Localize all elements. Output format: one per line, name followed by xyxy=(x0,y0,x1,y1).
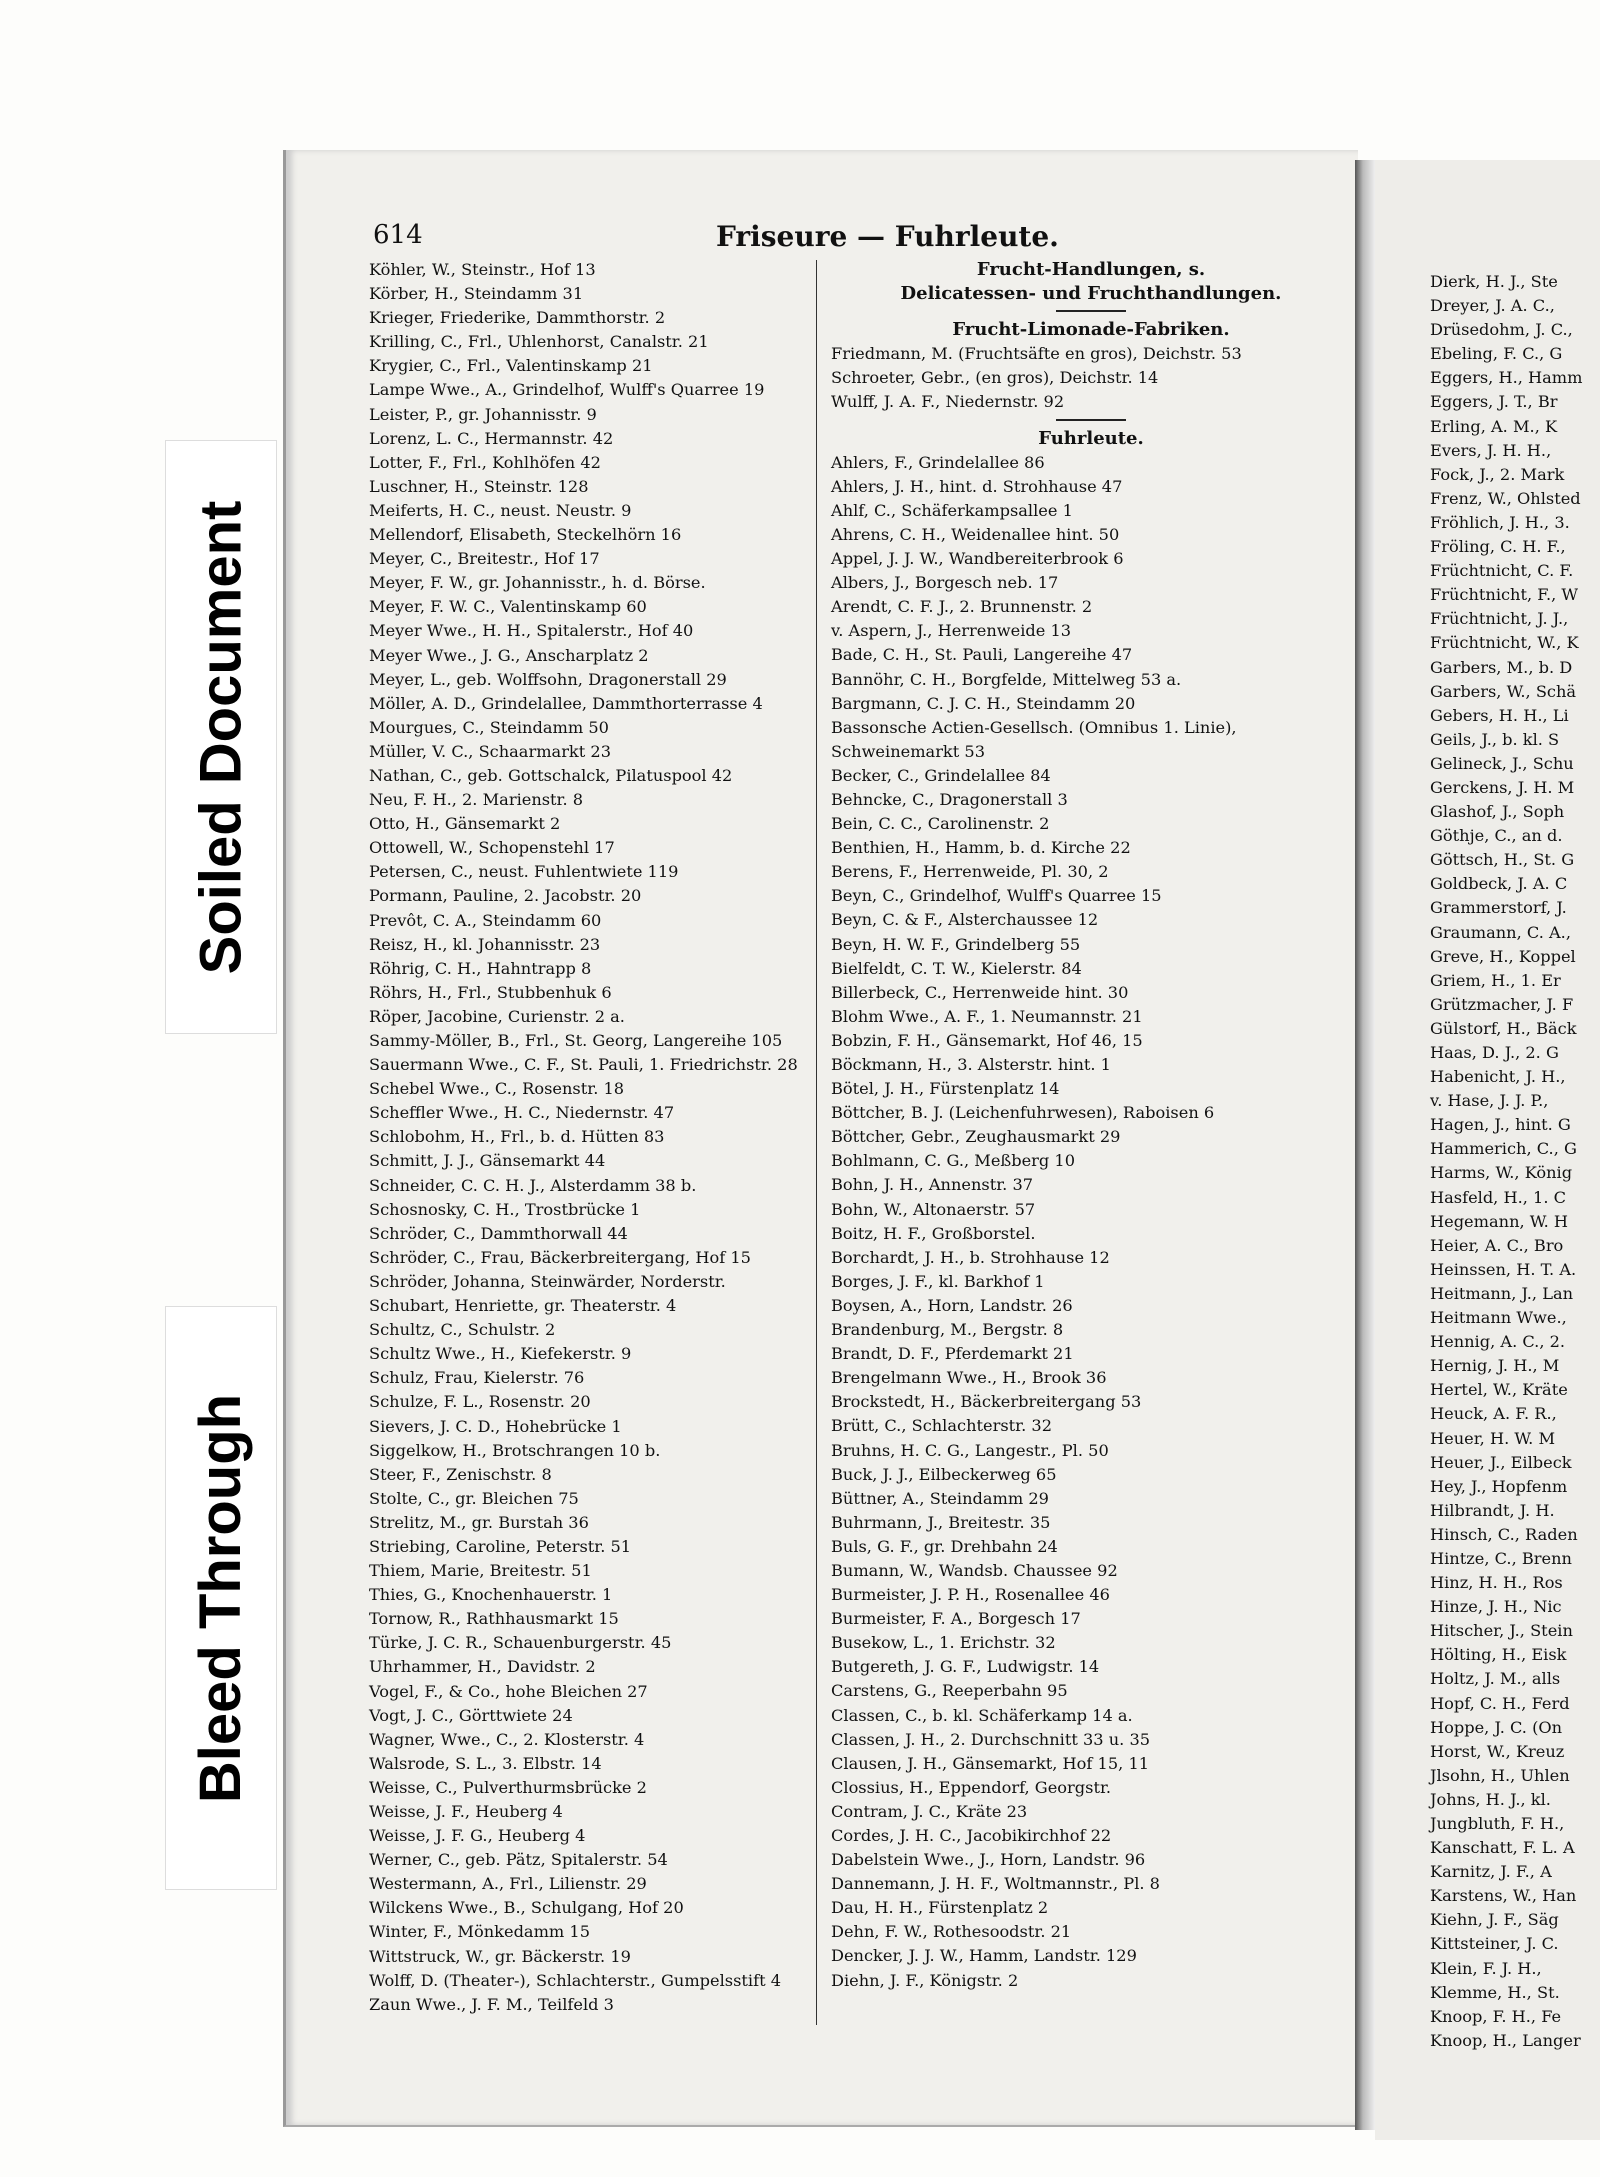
directory-entry: Striebing, Caroline, Peterstr. 51 xyxy=(369,1536,632,1556)
directory-entry: Contram, J. C., Kräte 23 xyxy=(831,1801,1028,1821)
directory-entry: Thiem, Marie, Breitestr. 51 xyxy=(369,1561,592,1581)
directory-entry: Schmitt, J. J., Gänsemarkt 44 xyxy=(369,1151,606,1171)
partial-entry: Kittsteiner, J. C. xyxy=(1430,1934,1559,1954)
directory-entry: Borchardt, J. H., b. Strohhause 12 xyxy=(831,1247,1110,1267)
directory-entry: Schröder, Johanna, Steinwärder, Norderstr. xyxy=(369,1271,726,1291)
directory-entry: Lampe Wwe., A., Grindelhof, Wulff's Quarree 19 xyxy=(369,380,765,400)
directory-entry: Böttcher, Gebr., Zeughausmarkt 29 xyxy=(831,1127,1121,1147)
directory-entry: Wittstruck, W., gr. Bäckerstr. 19 xyxy=(369,1946,631,1966)
partial-entry: Geils, J., b. kl. S xyxy=(1430,729,1560,749)
partial-entry: Knoop, F. H., Fe xyxy=(1430,2006,1562,2026)
directory-entry: Köhler, W., Steinstr., Hof 13 xyxy=(369,260,596,279)
page-title: Friseure — Fuhrleute. xyxy=(716,220,1059,253)
directory-entry: Bielfeldt, C. T. W., Kielerstr. 84 xyxy=(831,958,1082,978)
partial-entry: Hitscher, J., Stein xyxy=(1430,1621,1573,1641)
directory-entry: Nathan, C., geb. Gottschalck, Pilatuspool 42 xyxy=(369,765,733,785)
directory-entry: Meyer Wwe., H. H., Spitalerstr., Hof 40 xyxy=(369,621,694,641)
partial-entry: Eggers, J. T., Br xyxy=(1430,392,1558,412)
directory-entry: Bohn, W., Altonaerstr. 57 xyxy=(831,1199,1036,1219)
directory-entry: Behncke, C., Dragonerstall 3 xyxy=(831,789,1068,809)
directory-entry: Classen, C., b. kl. Schäferkamp 14 a. xyxy=(831,1705,1133,1725)
directory-entry: Vogel, F., & Co., hohe Bleichen 27 xyxy=(369,1681,648,1701)
directory-entry: Brandenburg, M., Bergstr. 8 xyxy=(831,1320,1064,1340)
partial-entry: Gelineck, J., Schu xyxy=(1430,753,1574,773)
partial-entry: Hernig, J. H., M xyxy=(1430,1356,1560,1376)
directory-entry: Schneider, C. C. H. J., Alsterdamm 38 b. xyxy=(369,1175,697,1195)
partial-entry: Knoop, H., Langer xyxy=(1430,2030,1581,2050)
partial-entry: Garbers, W., Schä xyxy=(1430,681,1577,701)
directory-entry: Burmeister, F. A., Borgesch 17 xyxy=(831,1609,1081,1629)
directory-entry: Wagner, Wwe., C., 2. Klosterstr. 4 xyxy=(369,1729,645,1749)
directory-entry: Bötel, J. H., Fürstenplatz 14 xyxy=(831,1079,1060,1099)
bleed-through-label xyxy=(165,1306,277,1890)
directory-entry: Wulff, J. A. F., Niedernstr. 92 xyxy=(831,392,1065,412)
directory-entry: Petersen, C., neust. Fuhlentwiete 119 xyxy=(369,862,679,882)
directory-entry: Prevôt, C. A., Steindamm 60 xyxy=(369,910,602,930)
partial-entry: Gebers, H. H., Li xyxy=(1430,705,1569,725)
partial-entry: Heuer, J., Eilbeck xyxy=(1430,1452,1572,1472)
section-rule xyxy=(1056,310,1126,312)
directory-entry: Böckmann, H., 3. Alsterstr. hint. 1 xyxy=(831,1055,1111,1074)
directory-entry: Diehn, J. F., Königstr. 2 xyxy=(831,1970,1019,1990)
directory-entry: Berens, F., Herrenweide, Pl. 30, 2 xyxy=(831,862,1109,882)
directory-entry: Beyn, C. & F., Alsterchaussee 12 xyxy=(831,910,1099,930)
partial-entry: Heinssen, H. T. A. xyxy=(1430,1259,1577,1279)
directory-entry: Brockstedt, H., Bäckerbreitergang 53 xyxy=(831,1392,1142,1412)
partial-entry: Hopf, C. H., Ferd xyxy=(1430,1693,1570,1713)
partial-entry: Früchtnicht, F., W xyxy=(1430,585,1579,605)
directory-entry: Ahrens, C. H., Weidenallee hint. 50 xyxy=(831,524,1120,544)
fuhrleute-entries xyxy=(831,451,1351,1993)
directory-entry: Büttner, A., Steindamm 29 xyxy=(831,1488,1049,1508)
directory-entry: Borges, J. F., kl. Barkhof 1 xyxy=(831,1271,1045,1291)
directory-entry: Becker, C., Grindelallee 84 xyxy=(831,765,1051,785)
directory-entry: Weisse, C., Pulverthurmsbrücke 2 xyxy=(369,1777,647,1797)
directory-entry: Meiferts, H. C., neust. Neustr. 9 xyxy=(369,500,632,520)
directory-entry: Pormann, Pauline, 2. Jacobstr. 20 xyxy=(369,886,642,906)
partial-entry: Heitmann Wwe., xyxy=(1430,1308,1567,1328)
directory-entry: Brengelmann Wwe., H., Brook 36 xyxy=(831,1368,1107,1388)
directory-entry: Clossius, H., Eppendorf, Georgstr. xyxy=(831,1777,1112,1797)
partial-entry: Hoppe, J. C. (On xyxy=(1430,1717,1563,1737)
soiled-document-text: Soiled Document xyxy=(188,500,254,974)
partial-entry: Früchtnicht, C. F. xyxy=(1430,561,1574,581)
directory-entry: Schubart, Henriette, gr. Theaterstr. 4 xyxy=(369,1296,677,1316)
directory-entry: Busekow, L., 1. Erichstr. 32 xyxy=(831,1633,1056,1653)
directory-entry: Boysen, A., Horn, Landstr. 26 xyxy=(831,1295,1073,1315)
directory-entry: Sauermann Wwe., C. F., St. Pauli, 1. Friedrichstr. 28 xyxy=(369,1055,798,1075)
directory-entry: Meyer, L., geb. Wolffsohn, Dragonerstall 29 xyxy=(369,669,727,689)
directory-entry: Winter, F., Mönkedamm 15 xyxy=(369,1922,591,1942)
partial-entry: Gerckens, J. H. M xyxy=(1430,777,1575,797)
directory-entry: Dencker, J. J. W., Hamm, Landstr. 129 xyxy=(831,1946,1137,1966)
directory-entry: Lotter, F., Frl., Kohlhöfen 42 xyxy=(369,452,601,472)
adjacent-page-column xyxy=(1430,270,1582,2053)
partial-entry: Ebeling, F. C., G xyxy=(1430,344,1563,364)
partial-entry: Hintze, C., Brenn xyxy=(1430,1548,1572,1568)
directory-entry: Bruhns, H. C. G., Langestr., Pl. 50 xyxy=(831,1440,1109,1460)
partial-entry: Grammerstorf, J. xyxy=(1430,898,1567,918)
directory-entry: Schlobohm, H., Frl., b. d. Hütten 83 xyxy=(369,1127,665,1147)
directory-entry: Körber, H., Steindamm 31 xyxy=(369,284,584,304)
directory-entry: Schröder, C., Dammthorwall 44 xyxy=(369,1223,628,1243)
directory-entry: Stolte, C., gr. Bleichen 75 xyxy=(369,1488,579,1508)
partial-entry: Graumann, C. A., xyxy=(1430,922,1571,942)
partial-entry: Hinsch, C., Raden xyxy=(1430,1524,1578,1544)
directory-entry: Buls, G. F., gr. Drehbahn 24 xyxy=(831,1536,1058,1556)
directory-entry: Schröder, C., Frau, Bäckerbreitergang, Hof 15 xyxy=(369,1247,751,1267)
directory-entry: Böttcher, B. J. (Leichenfuhrwesen), Raboisen 6 xyxy=(831,1103,1215,1123)
directory-entry: Walsrode, S. L., 3. Elbstr. 14 xyxy=(369,1753,602,1773)
partial-entry: Dreyer, J. A. C., xyxy=(1430,296,1555,316)
bleed-through-text: Bleed Through xyxy=(188,1393,254,1803)
directory-entry: Ahlers, F., Grindelallee 86 xyxy=(831,452,1045,472)
directory-entry: Luschner, H., Steinstr. 128 xyxy=(369,476,589,496)
directory-entry: Dau, H. H., Fürstenplatz 2 xyxy=(831,1898,1049,1918)
directory-entry: Westermann, A., Frl., Lilienstr. 29 xyxy=(369,1874,647,1894)
directory-entry: Schebel Wwe., C., Rosenstr. 18 xyxy=(369,1079,625,1099)
partial-entry: Haas, D. J., 2. G xyxy=(1430,1043,1559,1062)
partial-entry: Glashof, J., Soph xyxy=(1430,802,1565,822)
partial-entry: Greve, H., Koppel xyxy=(1430,946,1576,966)
partial-entry: Hegemann, W. H xyxy=(1430,1211,1568,1231)
adjacent-page xyxy=(1375,160,1600,2140)
partial-entry: Hertel, W., Kräte xyxy=(1430,1380,1568,1400)
directory-entry: Röhrs, H., Frl., Stubbenhuk 6 xyxy=(369,982,612,1002)
partial-entry: Drüsedohm, J. C., xyxy=(1430,320,1573,340)
partial-entry: Hinz, H. H., Ros xyxy=(1430,1573,1563,1593)
directory-entry: Burmeister, J. P. H., Rosenallee 46 xyxy=(831,1585,1110,1605)
directory-entry: Bohlmann, C. G., Meßberg 10 xyxy=(831,1151,1076,1171)
partial-entry: Goldbeck, J. A. C xyxy=(1430,874,1568,894)
partial-entry: Göttsch, H., St. G xyxy=(1430,850,1575,870)
directory-entry: Bassonsche Actien-Gesellsch. (Omnibus 1. Linie), xyxy=(831,717,1237,737)
limonade-entries xyxy=(831,342,1351,414)
directory-entry: Bohn, J. H., Annenstr. 37 xyxy=(831,1175,1034,1195)
directory-entry: Vogt, J. C., Görttwiete 24 xyxy=(369,1705,573,1725)
partial-entry: Fröhlich, J. H., 3. xyxy=(1430,512,1570,532)
partial-entry: Klemme, H., St. xyxy=(1430,1982,1560,2002)
directory-entry: Uhrhammer, H., Davidstr. 2 xyxy=(369,1657,596,1677)
partial-entry: Hammerich, C., G xyxy=(1430,1139,1577,1159)
directory-entry: Röper, Jacobine, Curienstr. 2 a. xyxy=(369,1006,625,1026)
section-heading-fuhrleute: Fuhrleute. xyxy=(1038,427,1144,449)
partial-entry: Karstens, W., Han xyxy=(1430,1886,1577,1906)
directory-entry: Türke, J. C. R., Schauenburgerstr. 45 xyxy=(369,1633,672,1653)
column-divider xyxy=(816,260,817,2025)
directory-entry: Lorenz, L. C., Hermannstr. 42 xyxy=(369,428,614,448)
partial-entry: Erling, A. M., K xyxy=(1430,416,1558,436)
directory-entry: Boitz, H. F., Großborstel. xyxy=(831,1223,1036,1243)
directory-entry: Schulz, Frau, Kielerstr. 76 xyxy=(369,1368,585,1388)
directory-entry: Appel, J. J. W., Wandbereiterbrook 6 xyxy=(831,549,1124,569)
directory-entry: Schroeter, Gebr., (en gros), Deichstr. 14 xyxy=(831,368,1159,388)
directory-entry: Weisse, J. F. G., Heuberg 4 xyxy=(369,1826,586,1846)
partial-entry: Griem, H., 1. Er xyxy=(1430,970,1561,990)
directory-entry: Bein, C. C., Carolinenstr. 2 xyxy=(831,814,1050,834)
directory-entry: Wolff, D. (Theater-), Schlachterstr., Gumpelsstift 4 xyxy=(369,1970,782,1990)
partial-entry: Göthje, C., an d. xyxy=(1430,826,1563,846)
directory-entry: Röhrig, C. H., Hahntrapp 8 xyxy=(369,958,592,978)
partial-entry: v. Hase, J. J. P., xyxy=(1430,1091,1549,1111)
soiled-document-label xyxy=(165,440,277,1034)
directory-entry: Schweinemarkt 53 xyxy=(831,741,985,761)
directory-entry: Clausen, J. H., Gänsemarkt, Hof 15, 11 xyxy=(831,1753,1150,1773)
directory-entry: Mourgues, C., Steindamm 50 xyxy=(369,717,609,737)
directory-entry: Meyer, F. W., gr. Johannisstr., h. d. Börse. xyxy=(369,573,706,593)
directory-entry: Carstens, G., Reeperbahn 95 xyxy=(831,1681,1068,1701)
directory-entry: Müller, V. C., Schaarmarkt 23 xyxy=(369,741,611,761)
partial-entry: Hagen, J., hint. G xyxy=(1430,1115,1571,1135)
partial-entry: Horst, W., Kreuz xyxy=(1430,1741,1565,1761)
right-column xyxy=(831,258,1351,1993)
directory-entry: Otto, H., Gänsemarkt 2 xyxy=(369,814,561,834)
directory-entry: Brandt, D. F., Pferdemarkt 21 xyxy=(831,1344,1074,1364)
partial-entry: Garbers, M., b. D xyxy=(1430,657,1573,677)
directory-entry: Arendt, C. F. J., 2. Brunnenstr. 2 xyxy=(831,597,1093,617)
directory-entry: Schultz Wwe., H., Kiefekerstr. 9 xyxy=(369,1344,632,1364)
partial-entry: Hinze, J. H., Nic xyxy=(1430,1597,1562,1617)
partial-entry: Gülstorf, H., Bäck xyxy=(1430,1018,1577,1038)
directory-entry: Strelitz, M., gr. Burstah 36 xyxy=(369,1512,589,1532)
directory-entry: Steer, F., Zenischstr. 8 xyxy=(369,1464,552,1484)
directory-entry: Beyn, C., Grindelhof, Wulff's Quarree 15 xyxy=(831,886,1162,906)
directory-entry: Sievers, J. C. D., Hohebrücke 1 xyxy=(369,1416,622,1436)
directory-entry: v. Aspern, J., Herrenweide 13 xyxy=(831,621,1072,641)
book-page xyxy=(283,150,1358,2127)
partial-entry: Hilbrandt, J. H. xyxy=(1430,1500,1555,1520)
directory-entry: Sammy-Möller, B., Frl., St. Georg, Langereihe 105 xyxy=(369,1031,783,1050)
directory-entry: Neu, F. H., 2. Marienstr. 8 xyxy=(369,790,584,810)
partial-entry: Kiehn, J. F., Säg xyxy=(1430,1910,1559,1930)
partial-entry: Heier, A. C., Bro xyxy=(1430,1235,1564,1255)
directory-entry: Krilling, C., Frl., Uhlenhorst, Canalstr. 21 xyxy=(369,332,709,352)
section-rule xyxy=(1056,419,1126,421)
directory-entry: Thies, G., Knochenhauerstr. 1 xyxy=(369,1585,613,1605)
partial-entry: Dierk, H. J., Ste xyxy=(1430,272,1558,291)
section-subheading-delicatessen: Delicatessen- und Fruchthandlungen. xyxy=(900,283,1282,305)
partial-entry: Heuck, A. F. R., xyxy=(1430,1404,1557,1424)
partial-entry: Jungbluth, F. H., xyxy=(1430,1814,1565,1833)
partial-entry: Hennig, A. C., 2. xyxy=(1430,1332,1566,1352)
directory-entry: Bobzin, F. H., Gänsemarkt, Hof 46, 15 xyxy=(831,1030,1143,1050)
book-gutter xyxy=(1355,160,1375,2130)
partial-entry: Klein, F. J. H., xyxy=(1430,1958,1542,1978)
partial-entry: Heuer, H. W. M xyxy=(1430,1428,1556,1448)
page-number: 614 xyxy=(373,220,423,250)
partial-entry: Heitmann, J., Lan xyxy=(1430,1283,1574,1303)
directory-entry: Krieger, Friederike, Dammthorstr. 2 xyxy=(369,308,666,328)
directory-entry: Beyn, H. W. F., Grindelberg 55 xyxy=(831,934,1081,954)
partial-entry: Eggers, H., Hamm xyxy=(1430,368,1583,388)
directory-entry: Bargmann, C. J. C. H., Steindamm 20 xyxy=(831,693,1136,713)
directory-entry: Schulze, F. L., Rosenstr. 20 xyxy=(369,1392,591,1412)
directory-entry: Weisse, J. F., Heuberg 4 xyxy=(369,1802,563,1821)
directory-entry: Classen, J. H., 2. Durchschnitt 33 u. 35 xyxy=(831,1729,1151,1749)
partial-entry: Grützmacher, J. F xyxy=(1430,994,1574,1014)
directory-entry: Möller, A. D., Grindelallee, Dammthorterrasse 4 xyxy=(369,693,763,713)
partial-entry: Hey, J., Hopfenm xyxy=(1430,1476,1568,1496)
partial-entry: Kanschatt, F. L. A xyxy=(1430,1838,1575,1858)
directory-entry: Reisz, H., kl. Johannisstr. 23 xyxy=(369,934,601,954)
directory-entry: Bannöhr, C. H., Borgfelde, Mittelweg 53 a. xyxy=(831,669,1182,689)
section-heading-limonade: Frucht-Limonade-Fabriken. xyxy=(952,319,1230,341)
directory-entry: Schosnosky, C. H., Trostbrücke 1 xyxy=(369,1199,641,1219)
directory-entry: Krygier, C., Frl., Valentinskamp 21 xyxy=(369,356,653,376)
directory-entry: Blohm Wwe., A. F., 1. Neumannstr. 21 xyxy=(831,1006,1143,1026)
partial-entry: Johns, H. J., kl. xyxy=(1430,1789,1551,1809)
directory-entry: Ottowell, W., Schopenstehl 17 xyxy=(369,838,615,858)
partial-entry: Frenz, W., Ohlsted xyxy=(1430,488,1581,508)
directory-entry: Albers, J., Borgesch neb. 17 xyxy=(831,573,1059,593)
directory-entry: Brütt, C., Schlachterstr. 32 xyxy=(831,1416,1052,1436)
partial-entry: Hasfeld, H., 1. C xyxy=(1430,1187,1567,1207)
directory-entry: Meyer Wwe., J. G., Anscharplatz 2 xyxy=(369,645,649,665)
directory-entry: Ahlf, C., Schäferkampsallee 1 xyxy=(831,500,1073,520)
directory-entry: Bade, C. H., St. Pauli, Langereihe 47 xyxy=(831,645,1133,665)
partial-entry: Früchtnicht, J. J., xyxy=(1430,609,1569,629)
partial-entry: Harms, W., König xyxy=(1430,1163,1573,1183)
partial-entry: Habenicht, J. H., xyxy=(1430,1067,1566,1087)
partial-entry: Jlsohn, H., Uhlen xyxy=(1430,1765,1570,1785)
directory-entry: Dabelstein Wwe., J., Horn, Landstr. 96 xyxy=(831,1850,1146,1870)
directory-entry: Buck, J. J., Eilbeckerweg 65 xyxy=(831,1464,1057,1484)
partial-entry: Fröling, C. H. F., xyxy=(1430,537,1566,557)
directory-entry: Benthien, H., Hamm, b. d. Kirche 22 xyxy=(831,838,1131,858)
directory-entry: Dannemann, J. H. F., Woltmannstr., Pl. 8 xyxy=(831,1874,1160,1894)
directory-entry: Werner, C., geb. Pätz, Spitalerstr. 54 xyxy=(369,1850,668,1870)
directory-entry: Mellendorf, Elisabeth, Steckelhörn 16 xyxy=(369,525,682,545)
directory-entry: Meyer, C., Breitestr., Hof 17 xyxy=(369,549,600,569)
section-heading-frucht-handlungen: Frucht-Handlungen, s. xyxy=(976,259,1206,280)
partial-entry: Evers, J. H. H., xyxy=(1430,440,1552,460)
directory-entry: Ahlers, J. H., hint. d. Strohhause 47 xyxy=(831,476,1123,496)
directory-entry: Meyer, F. W. C., Valentinskamp 60 xyxy=(369,597,647,617)
partial-entry: Karnitz, J. F., A xyxy=(1430,1862,1552,1882)
directory-entry: Dehn, F. W., Rothesoodstr. 21 xyxy=(831,1922,1072,1942)
partial-entry: Früchtnicht, W., K xyxy=(1430,633,1579,653)
directory-entry: Zaun Wwe., J. F. M., Teilfeld 3 xyxy=(369,1994,614,2014)
directory-entry: Butgereth, J. G. F., Ludwigstr. 14 xyxy=(831,1657,1100,1677)
partial-entry: Fock, J., 2. Mark xyxy=(1430,464,1565,484)
directory-entry: Wilckens Wwe., B., Schulgang, Hof 20 xyxy=(369,1898,684,1918)
directory-entry: Billerbeck, C., Herrenweide hint. 30 xyxy=(831,982,1129,1002)
directory-entry: Siggelkow, H., Brotschrangen 10 b. xyxy=(369,1440,661,1460)
partial-entry: Holtz, J. M., alls xyxy=(1430,1669,1561,1689)
directory-entry: Scheffler Wwe., H. C., Niedernstr. 47 xyxy=(369,1103,675,1123)
directory-entry: Tornow, R., Rathhausmarkt 15 xyxy=(369,1609,619,1629)
directory-entry: Bumann, W., Wandsb. Chaussee 92 xyxy=(831,1560,1118,1580)
directory-entry: Leister, P., gr. Johannisstr. 9 xyxy=(369,404,597,424)
directory-entry: Friedmann, M. (Fruchtsäfte en gros), Deichstr. 53 xyxy=(831,344,1242,364)
directory-entry: Buhrmann, J., Breitestr. 35 xyxy=(831,1512,1051,1532)
partial-entry: Hölting, H., Eisk xyxy=(1430,1645,1567,1665)
directory-entry: Schultz, C., Schulstr. 2 xyxy=(369,1320,556,1340)
left-column xyxy=(369,258,889,2017)
directory-entry: Cordes, J. H. C., Jacobikirchhof 22 xyxy=(831,1826,1112,1845)
